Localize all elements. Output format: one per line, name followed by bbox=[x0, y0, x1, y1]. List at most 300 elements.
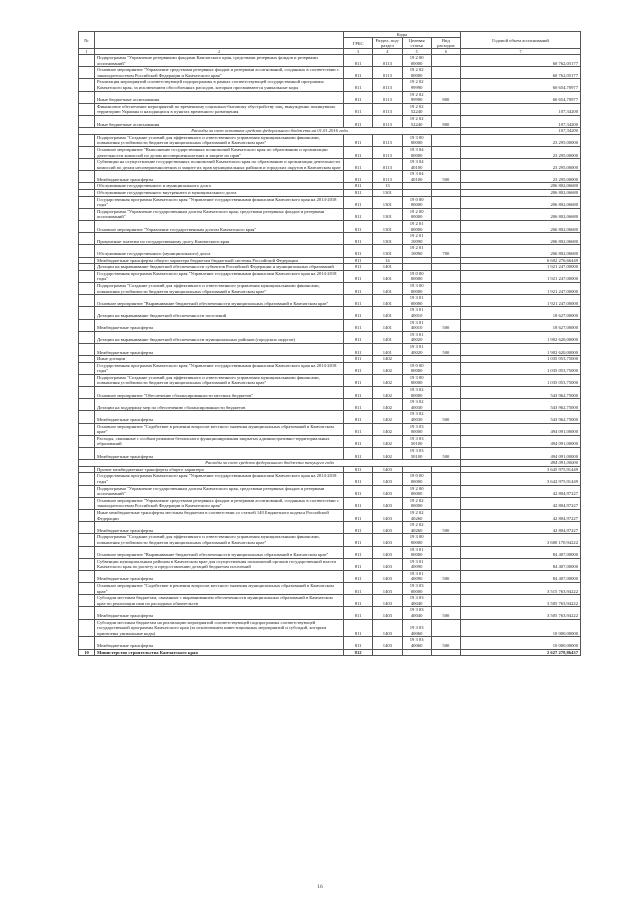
row-number bbox=[79, 411, 95, 423]
row-amount: 1 035 053,75000 bbox=[461, 374, 581, 386]
row-number bbox=[79, 466, 95, 473]
row-name: Межбюджетные трансферты bbox=[95, 343, 344, 355]
table-note-row bbox=[79, 128, 581, 135]
row-target-article bbox=[402, 183, 431, 190]
row-name: Дотации на поддержку мер по обеспечению сбалансированности бюджетов bbox=[95, 399, 344, 411]
row-target-article: 19 2 02 40260 bbox=[402, 522, 431, 534]
table-row bbox=[79, 79, 581, 91]
table-header-row bbox=[79, 32, 581, 38]
row-expense-type bbox=[431, 134, 460, 146]
row-grbs: 811 bbox=[344, 423, 373, 435]
row-amount: 543 962,75000 bbox=[461, 411, 581, 423]
table-row bbox=[79, 473, 581, 485]
row-expense-type bbox=[431, 509, 460, 521]
row-target-article: 19 3 03 50100 bbox=[402, 448, 431, 460]
row-section: 1403 bbox=[373, 497, 402, 509]
row-grbs: 811 bbox=[344, 221, 373, 233]
row-name: Основное мероприятие "Выравнивание бюджетной обеспеченности муниципальных образований в Камчатском крае" bbox=[95, 295, 344, 307]
row-expense-type bbox=[431, 497, 460, 509]
row-expense-type bbox=[431, 558, 460, 570]
row-name: Процентные платежи по государственному долгу Камчатского края bbox=[95, 233, 344, 245]
row-section bbox=[373, 649, 402, 656]
header-target-article: Целевая статья bbox=[402, 38, 431, 49]
row-name: Иные межбюджетные трансферты местным бюджетам в соответствии со статьей 140 Бюджетного кодекса Российской Федерации bbox=[95, 509, 344, 521]
row-section: 1402 bbox=[373, 411, 402, 423]
budget-table-page bbox=[78, 31, 581, 656]
row-number bbox=[79, 423, 95, 435]
row-grbs: 811 bbox=[344, 607, 373, 619]
row-name: Основное мероприятие "Управление средствами резервных фондов и резервами ассигнований, созданных в соответствии с законодательством Российской Федерации и Камчатского края" bbox=[95, 497, 344, 509]
row-target-article: 19 3 02 40030 bbox=[402, 399, 431, 411]
row-grbs: 811 bbox=[344, 190, 373, 197]
row-grbs: 811 bbox=[344, 196, 373, 208]
row-section: 1403 bbox=[373, 619, 402, 637]
row-name: Межбюджетные трансферты общего характера бюджетам бюджетной системы Российской Федерации bbox=[95, 257, 344, 264]
row-number bbox=[79, 509, 95, 521]
table-row bbox=[79, 435, 581, 447]
row-grbs: 811 bbox=[344, 570, 373, 582]
row-section: 1401 bbox=[373, 343, 402, 355]
table-row bbox=[79, 221, 581, 233]
row-expense-type bbox=[431, 362, 460, 374]
row-section: 1402 bbox=[373, 374, 402, 386]
header-section: Раздел, под- раздел bbox=[373, 38, 402, 49]
row-section: 0113 bbox=[373, 134, 402, 146]
row-expense-type bbox=[431, 233, 460, 245]
row-section: 1403 bbox=[373, 570, 402, 582]
table-row bbox=[79, 399, 581, 411]
table-row bbox=[79, 91, 581, 103]
row-grbs: 811 bbox=[344, 171, 373, 183]
row-grbs: 811 bbox=[344, 497, 373, 509]
row-number bbox=[79, 295, 95, 307]
row-grbs: 811 bbox=[344, 583, 373, 595]
row-expense-type: 500 bbox=[431, 607, 460, 619]
row-target-article: 19 0 00 00000 bbox=[402, 196, 431, 208]
row-expense-type bbox=[431, 190, 460, 197]
row-grbs: 811 bbox=[344, 233, 373, 245]
row-name: Дотации на выравнивание бюджетной обеспеченности муниципальных районов (городских округов) bbox=[95, 331, 344, 343]
row-name: Основное мероприятие "Обеспечение сбалансированности местных бюджетов" bbox=[95, 387, 344, 399]
row-target-article: 19 3 01 40010 bbox=[402, 307, 431, 319]
row-amount: 42 804,97227 bbox=[461, 522, 581, 534]
row-name: Подпрограмма "Управление резервными фондами Камчатского края, средствами резервных фондов и резервами ассигнований" bbox=[95, 55, 344, 67]
row-section: 0113 bbox=[373, 115, 402, 127]
row-number bbox=[79, 534, 95, 546]
row-target-article: 19 0 00 00000 bbox=[402, 473, 431, 485]
table-row bbox=[79, 115, 581, 127]
row-expense-type bbox=[431, 208, 460, 220]
row-expense-type bbox=[431, 423, 460, 435]
row-expense-type bbox=[431, 282, 460, 294]
row-section: 1403 bbox=[373, 546, 402, 558]
row-amount: 543 962,75000 bbox=[461, 387, 581, 399]
row-number bbox=[79, 257, 95, 264]
row-grbs: 811 bbox=[344, 282, 373, 294]
row-expense-type bbox=[431, 399, 460, 411]
row-grbs: 811 bbox=[344, 637, 373, 649]
row-number bbox=[79, 435, 95, 447]
row-name: Государственная программа Камчатского края "Управление государственными финансами Камчатского края на 2014-2018 годы" bbox=[95, 473, 344, 485]
row-target-article: 19 2 00 00000 bbox=[402, 485, 431, 497]
row-expense-type bbox=[431, 473, 460, 485]
row-amount: 107,34200 bbox=[461, 103, 581, 115]
row-target-article: 19 2 01 00000 bbox=[402, 221, 431, 233]
row-amount: 1 035 053,75000 bbox=[461, 356, 581, 363]
row-name: Межбюджетные трансферты bbox=[95, 570, 344, 582]
row-name: Министерство строительства Камчатского края bbox=[95, 649, 344, 656]
note-text: Расходы за счет остатков средств федерального бюджета на 01.01.2016 года bbox=[79, 128, 461, 135]
row-target-article: 19 0 00 00000 bbox=[402, 270, 431, 282]
row-name: Иные дотации bbox=[95, 356, 344, 363]
row-expense-type bbox=[431, 595, 460, 607]
row-name: Дотации на выравнивание бюджетной обеспеченности субъектов Российской Федерации и муниципальных образований bbox=[95, 264, 344, 271]
row-number bbox=[79, 91, 95, 103]
row-name: Основное мероприятие "Управление средствами резервных фондов и резервами ассигнований, созданных в соответствии с законодательством Российской Федерации и Камчатского края" bbox=[95, 67, 344, 79]
row-grbs: 811 bbox=[344, 343, 373, 355]
row-number bbox=[79, 103, 95, 115]
row-target-article: 19 3 04 40100 bbox=[402, 159, 431, 171]
row-name: Подпрограмма "Создание условий для эффективного и ответственного управления муниципальными финансами, повышения устойчивости бюджетов муниципальных образований в Камчатском крае" bbox=[95, 374, 344, 386]
row-section: 0113 bbox=[373, 91, 402, 103]
row-grbs: 811 bbox=[344, 595, 373, 607]
table-row bbox=[79, 356, 581, 363]
row-grbs: 811 bbox=[344, 245, 373, 257]
row-name: Обслуживание государственного внутреннего и муниципального долга bbox=[95, 190, 344, 197]
table-row bbox=[79, 558, 581, 570]
row-section: 0113 bbox=[373, 55, 402, 67]
row-name: Основное мероприятие "Содействие в решении вопросов местного значения муниципальных образований в Камчатском крае" bbox=[95, 583, 344, 595]
table-row bbox=[79, 103, 581, 115]
table-row bbox=[79, 233, 581, 245]
row-grbs: 811 bbox=[344, 134, 373, 146]
row-name: Субсидии местным бюджетам на реализацию мероприятий соответствующей подпрограммы соответствующей государственной программы Камчатского края (за исключением инвестиционных мероприятий и субсидий, которым присвоены уникальные коды) bbox=[95, 619, 344, 637]
row-section: 1401 bbox=[373, 295, 402, 307]
column-index: 4 bbox=[373, 49, 402, 55]
row-amount: 494 091,00000 bbox=[461, 448, 581, 460]
row-number bbox=[79, 448, 95, 460]
row-number bbox=[79, 190, 95, 197]
row-grbs: 811 bbox=[344, 509, 373, 521]
row-amount: 10 000,00000 bbox=[461, 619, 581, 637]
row-amount: 1 921 247,00000 bbox=[461, 295, 581, 307]
row-target-article bbox=[402, 190, 431, 197]
row-section: 1403 bbox=[373, 558, 402, 570]
row-amount: 84 407,00000 bbox=[461, 546, 581, 558]
row-target-article: 19 2 00 00000 bbox=[402, 55, 431, 67]
row-grbs: 811 bbox=[344, 103, 373, 115]
row-target-article bbox=[402, 264, 431, 271]
row-section: 1402 bbox=[373, 423, 402, 435]
row-target-article bbox=[402, 649, 431, 656]
row-expense-type: 800 bbox=[431, 115, 460, 127]
row-name: Межбюджетные трансферты bbox=[95, 448, 344, 460]
row-target-article: 19 3 01 40020 bbox=[402, 331, 431, 343]
row-section: 1403 bbox=[373, 595, 402, 607]
row-grbs: 811 bbox=[344, 399, 373, 411]
row-name: Основное мероприятие "Содействие в решении вопросов местного значения муниципальных образований в Камчатском крае" bbox=[95, 423, 344, 435]
row-name: Субсидии местным бюджетам, связанные с выравниванием обеспеченности муниципальных образований в Камчатском крае по реализации ими их расходных обязательств bbox=[95, 595, 344, 607]
row-amount: 60 762,05177 bbox=[461, 55, 581, 67]
row-section: 1402 bbox=[373, 399, 402, 411]
row-grbs: 811 bbox=[344, 534, 373, 546]
row-name: Государственная программа Камчатского края "Управление государственными финансами Камчатского края на 2014-2018 годы" bbox=[95, 362, 344, 374]
row-amount: 107,34200 bbox=[461, 115, 581, 127]
row-grbs: 811 bbox=[344, 307, 373, 319]
row-target-article: 19 3 03 40040 bbox=[402, 595, 431, 607]
table-row bbox=[79, 245, 581, 257]
row-number bbox=[79, 245, 95, 257]
row-grbs: 811 bbox=[344, 356, 373, 363]
row-number bbox=[79, 221, 95, 233]
row-expense-type: 500 bbox=[431, 570, 460, 582]
row-amount: 206 802,06680 bbox=[461, 190, 581, 197]
table-row bbox=[79, 319, 581, 331]
row-target-article: 19 3 01 40090 bbox=[402, 570, 431, 582]
row-amount: 42 804,97227 bbox=[461, 497, 581, 509]
row-grbs: 811 bbox=[344, 183, 373, 190]
row-name: Межбюджетные трансферты bbox=[95, 319, 344, 331]
row-expense-type bbox=[431, 221, 460, 233]
row-section: 0113 bbox=[373, 67, 402, 79]
row-number bbox=[79, 196, 95, 208]
row-target-article: 19 3 04 40100 bbox=[402, 171, 431, 183]
row-number bbox=[79, 473, 95, 485]
row-number bbox=[79, 331, 95, 343]
row-section: 0113 bbox=[373, 79, 402, 91]
row-amount: 3 645 975,91449 bbox=[461, 466, 581, 473]
row-grbs: 811 bbox=[344, 264, 373, 271]
row-number bbox=[79, 55, 95, 67]
table-row bbox=[79, 387, 581, 399]
table-row bbox=[79, 522, 581, 534]
table-row bbox=[79, 55, 581, 67]
row-number bbox=[79, 558, 95, 570]
row-amount: 84 407,00000 bbox=[461, 570, 581, 582]
row-section: 1301 bbox=[373, 208, 402, 220]
row-amount: 206 802,06680 bbox=[461, 183, 581, 190]
row-section: 1402 bbox=[373, 362, 402, 374]
table-row bbox=[79, 159, 581, 171]
row-grbs: 811 bbox=[344, 374, 373, 386]
row-amount: 206 802,06680 bbox=[461, 208, 581, 220]
row-name: Подпрограмма "Создание условий для эффективного и ответственного управления муниципальными финансами, повышения устойчивости бюджетов муниципальных образований в Камчатском крае" bbox=[95, 534, 344, 546]
table-row bbox=[79, 485, 581, 497]
row-name: Обслуживание государственного и муниципального долга bbox=[95, 183, 344, 190]
row-target-article: 19 3 03 00000 bbox=[402, 583, 431, 595]
row-number bbox=[79, 619, 95, 637]
row-grbs: 811 bbox=[344, 435, 373, 447]
row-expense-type bbox=[431, 103, 460, 115]
note-amount: 494 091,00000 bbox=[461, 460, 581, 467]
row-number bbox=[79, 374, 95, 386]
row-target-article: 19 3 02 00000 bbox=[402, 387, 431, 399]
row-target-article: 19 3 00 00000 bbox=[402, 534, 431, 546]
row-expense-type bbox=[431, 534, 460, 546]
row-number bbox=[79, 485, 95, 497]
row-amount: 1 921 247,00000 bbox=[461, 282, 581, 294]
table-row bbox=[79, 331, 581, 343]
row-amount: 3 505 763,94222 bbox=[461, 595, 581, 607]
row-grbs: 811 bbox=[344, 208, 373, 220]
row-number bbox=[79, 171, 95, 183]
row-amount: 494 091,00000 bbox=[461, 423, 581, 435]
row-target-article bbox=[402, 466, 431, 473]
table-row bbox=[79, 183, 581, 190]
row-number bbox=[79, 270, 95, 282]
table-row bbox=[79, 649, 581, 656]
row-amount: 6 602 276,66449 bbox=[461, 257, 581, 264]
row-grbs: 811 bbox=[344, 270, 373, 282]
row-grbs: 811 bbox=[344, 473, 373, 485]
row-number bbox=[79, 546, 95, 558]
row-target-article: 19 3 01 00000 bbox=[402, 295, 431, 307]
row-target-article: 19 3 01 40010 bbox=[402, 319, 431, 331]
header-grbs: ГРБС bbox=[344, 38, 373, 49]
row-amount: 2 627 278,86437 bbox=[461, 649, 581, 656]
row-expense-type bbox=[431, 619, 460, 637]
note-amount: 107,34200 bbox=[461, 128, 581, 135]
table-row bbox=[79, 607, 581, 619]
table-row bbox=[79, 295, 581, 307]
row-name: Субвенции муниципальным районам в Камчатском крае для осуществления полномочий органов государственной власти Камчатского края по расчету и предоставлению дотаций бюджетам поселений bbox=[95, 558, 344, 570]
row-section: 1403 bbox=[373, 473, 402, 485]
row-section: 1403 bbox=[373, 522, 402, 534]
row-name: Дотации на выравнивание бюджетной обеспеченности поселений bbox=[95, 307, 344, 319]
table-row bbox=[79, 196, 581, 208]
row-target-article: 19 3 03 00000 bbox=[402, 423, 431, 435]
row-name: Субвенции на осуществление государственных полномочий Камчатского края по образованию и организации деятельности комиссий по делам несовершеннолетних и защите их прав муниципальных районов и городских округов в Камчатском крае bbox=[95, 159, 344, 171]
row-section: 1403 bbox=[373, 607, 402, 619]
row-expense-type bbox=[431, 546, 460, 558]
row-amount: 3 515 763,94222 bbox=[461, 583, 581, 595]
table-row bbox=[79, 343, 581, 355]
row-grbs: 811 bbox=[344, 522, 373, 534]
row-section: 1402 bbox=[373, 448, 402, 460]
row-section: 1401 bbox=[373, 270, 402, 282]
table-note-row bbox=[79, 460, 581, 467]
row-grbs: 811 bbox=[344, 91, 373, 103]
row-section: 1403 bbox=[373, 466, 402, 473]
table-row bbox=[79, 171, 581, 183]
row-number bbox=[79, 134, 95, 146]
row-grbs: 812 bbox=[344, 649, 373, 656]
row-target-article: 19 3 00 00000 bbox=[402, 374, 431, 386]
table-row bbox=[79, 423, 581, 435]
row-number bbox=[79, 264, 95, 271]
row-expense-type bbox=[431, 196, 460, 208]
row-name: Межбюджетные трансферты bbox=[95, 637, 344, 649]
row-expense-type bbox=[431, 55, 460, 67]
row-section: 14 bbox=[373, 257, 402, 264]
row-expense-type bbox=[431, 307, 460, 319]
row-section: 0113 bbox=[373, 103, 402, 115]
row-grbs: 811 bbox=[344, 115, 373, 127]
row-target-article: 19 2 02 00000 bbox=[402, 497, 431, 509]
table-row bbox=[79, 134, 581, 146]
row-grbs: 811 bbox=[344, 448, 373, 460]
row-expense-type: 500 bbox=[431, 448, 460, 460]
row-amount: 3 505 763,94222 bbox=[461, 607, 581, 619]
row-section: 0113 bbox=[373, 146, 402, 158]
row-grbs: 811 bbox=[344, 411, 373, 423]
header-expense-type: Вид расходов bbox=[431, 38, 460, 49]
table-row bbox=[79, 595, 581, 607]
row-target-article: 19 2 02 99990 bbox=[402, 91, 431, 103]
row-amount: 206 802,06680 bbox=[461, 221, 581, 233]
header-codes: Коды bbox=[344, 32, 461, 38]
row-amount: 3 642 975,91449 bbox=[461, 473, 581, 485]
row-target-article: 19 3 01 00000 bbox=[402, 546, 431, 558]
row-amount: 1 035 053,75000 bbox=[461, 362, 581, 374]
row-target-article: 19 2 01 10090 bbox=[402, 233, 431, 245]
row-grbs: 811 bbox=[344, 331, 373, 343]
row-target-article: 19 3 01 40090 bbox=[402, 558, 431, 570]
row-name: Межбюджетные трансферты bbox=[95, 411, 344, 423]
row-amount: 42 804,97227 bbox=[461, 509, 581, 521]
row-section: 1301 bbox=[373, 190, 402, 197]
row-amount: 42 804,97227 bbox=[461, 485, 581, 497]
row-section: 13 bbox=[373, 183, 402, 190]
row-target-article: 19 2 02 52240 bbox=[402, 103, 431, 115]
row-amount: 23 295,00000 bbox=[461, 134, 581, 146]
row-amount: 23 295,00000 bbox=[461, 171, 581, 183]
row-target-article: 19 2 01 10090 bbox=[402, 245, 431, 257]
row-number bbox=[79, 399, 95, 411]
row-name: Основное мероприятие "Выполнение государственных полномочий Камчатского края по образованию и организации деятельности комиссий по делам несовершеннолетних и защите их прав" bbox=[95, 146, 344, 158]
table-row bbox=[79, 497, 581, 509]
table-row bbox=[79, 208, 581, 220]
table-row bbox=[79, 637, 581, 649]
row-number bbox=[79, 233, 95, 245]
row-number bbox=[79, 570, 95, 582]
row-section: 1301 bbox=[373, 221, 402, 233]
row-number bbox=[79, 282, 95, 294]
row-number bbox=[79, 362, 95, 374]
table-row bbox=[79, 270, 581, 282]
row-amount: 23 295,00000 bbox=[461, 159, 581, 171]
row-target-article: 19 3 00 00000 bbox=[402, 282, 431, 294]
row-expense-type: 500 bbox=[431, 637, 460, 649]
row-amount: 60 654,70977 bbox=[461, 79, 581, 91]
row-target-article bbox=[402, 356, 431, 363]
row-grbs: 811 bbox=[344, 387, 373, 399]
row-expense-type bbox=[431, 146, 460, 158]
row-section: 1401 bbox=[373, 319, 402, 331]
row-number bbox=[79, 146, 95, 158]
row-number bbox=[79, 307, 95, 319]
row-expense-type: 500 bbox=[431, 411, 460, 423]
row-amount: 1 902 620,00000 bbox=[461, 343, 581, 355]
row-section: 1402 bbox=[373, 356, 402, 363]
row-grbs: 811 bbox=[344, 558, 373, 570]
row-expense-type: 700 bbox=[431, 245, 460, 257]
row-grbs: 811 bbox=[344, 485, 373, 497]
row-expense-type: 500 bbox=[431, 319, 460, 331]
row-amount: 3 600 170,94222 bbox=[461, 534, 581, 546]
row-section: 0113 bbox=[373, 159, 402, 171]
row-grbs: 811 bbox=[344, 362, 373, 374]
row-grbs: 811 bbox=[344, 55, 373, 67]
row-target-article: 19 3 03 40060 bbox=[402, 637, 431, 649]
row-expense-type bbox=[431, 270, 460, 282]
row-name: Межбюджетные трансферты bbox=[95, 607, 344, 619]
row-number bbox=[79, 637, 95, 649]
table-row bbox=[79, 509, 581, 521]
column-index: 2 bbox=[95, 49, 344, 55]
row-target-article: 19 2 02 00000 bbox=[402, 67, 431, 79]
row-name: Государственная программа Камчатского края "Управление государственными финансами Камчатского края на 2014-2018 годы" bbox=[95, 270, 344, 282]
